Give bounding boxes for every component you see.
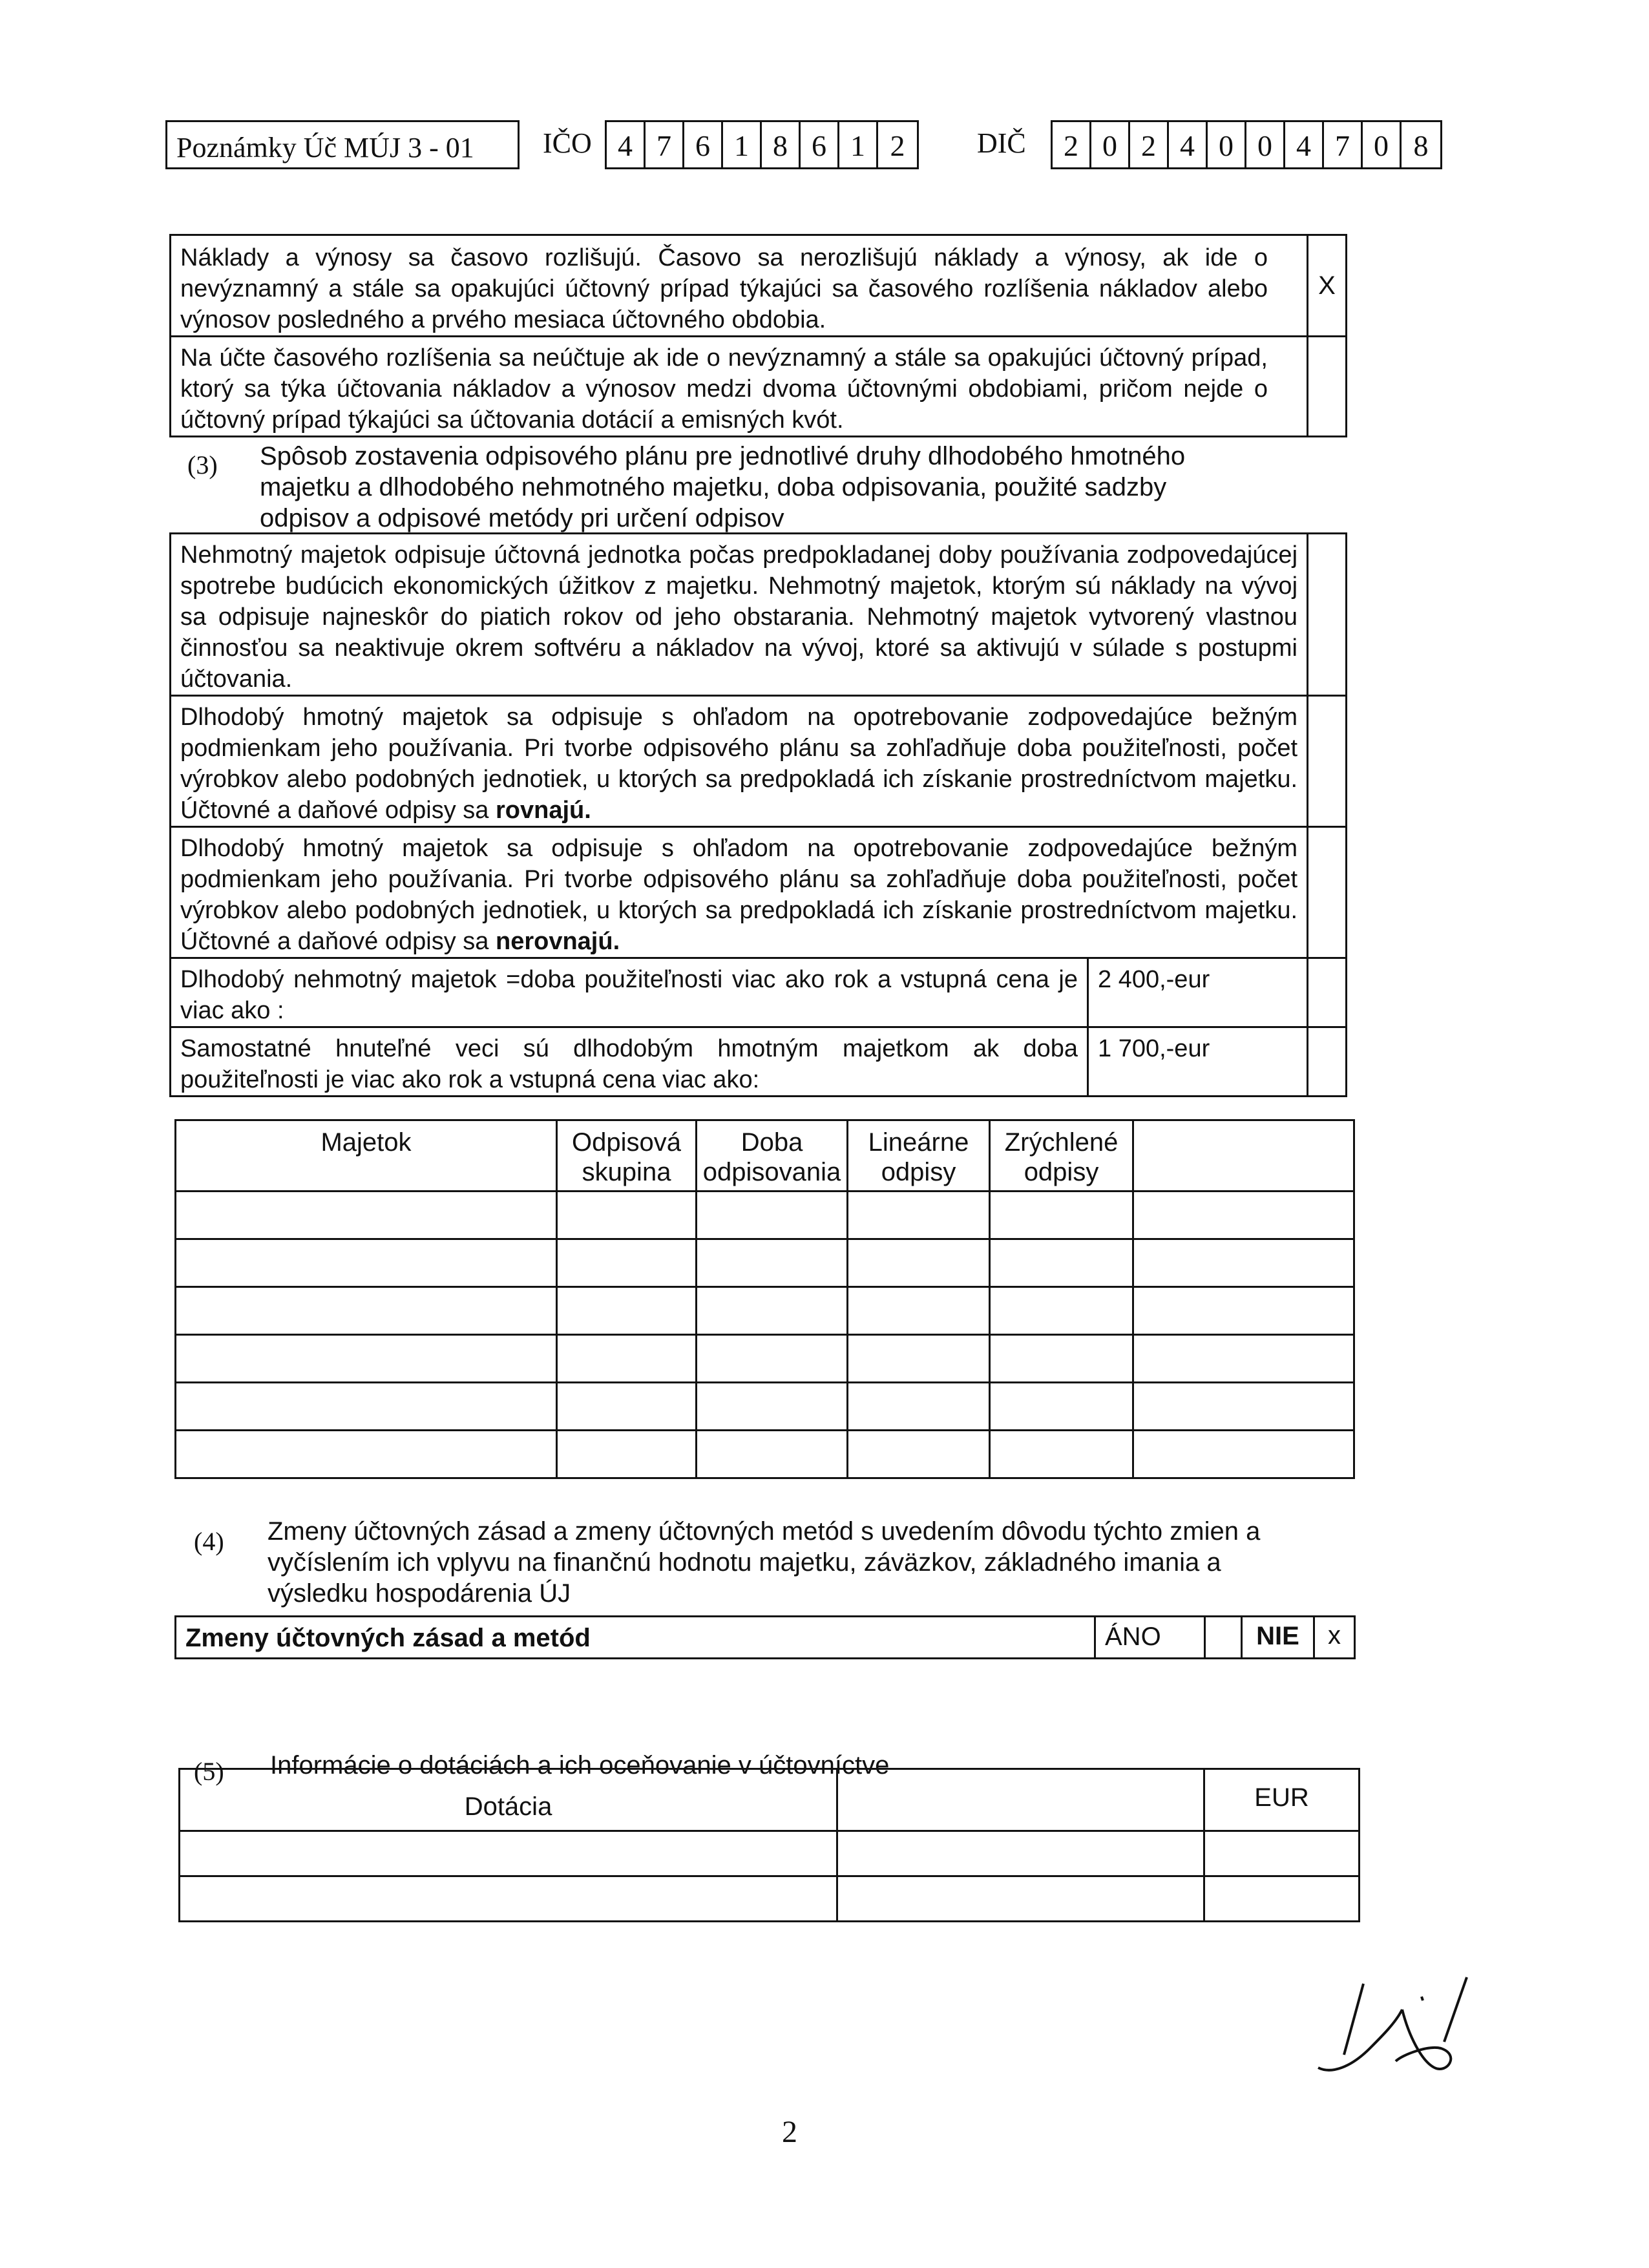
asset-cell[interactable] xyxy=(697,1192,848,1239)
subsidy-col-eur: EUR xyxy=(1204,1769,1360,1831)
nie-checkbox[interactable]: x xyxy=(1328,1621,1341,1650)
asset-cell[interactable] xyxy=(848,1383,990,1431)
ico-digit: 6 xyxy=(684,122,723,167)
dic-digit: 0 xyxy=(1208,122,1246,167)
asset-cell[interactable] xyxy=(697,1335,848,1383)
table-row xyxy=(176,1383,1354,1431)
dic-digit: 0 xyxy=(1246,122,1285,167)
subsidy-cell[interactable] xyxy=(1204,1831,1360,1876)
asset-col-doba-odpisovania: Doba odpisovania xyxy=(697,1120,848,1192)
ico-digit: 1 xyxy=(839,122,878,167)
asset-cell[interactable] xyxy=(1133,1287,1354,1335)
time-allocation-table xyxy=(169,234,1347,437)
table-row xyxy=(176,1431,1354,1478)
asset-cell[interactable] xyxy=(176,1383,557,1431)
limit-row-2-value: 1 700,-eur xyxy=(1088,1027,1308,1097)
limit-row-1-value: 2 400,-eur xyxy=(1088,958,1308,1027)
section-4-title: Zmeny účtovných zásad a zmeny účtovných metód s uvedením dôvodu týchto zmien a vyčíslením ich vplyvu na finančnú hodnotu majetku, záväzkov, základného imania a výsledku hospodárenia ÚJ xyxy=(268,1517,1261,1608)
dic-digit: 4 xyxy=(1169,122,1208,167)
asset-cell[interactable] xyxy=(990,1431,1133,1478)
asset-cell[interactable] xyxy=(557,1192,697,1239)
ico-digit: 8 xyxy=(762,122,801,167)
subsidy-cell[interactable] xyxy=(1204,1876,1360,1922)
ico-digit: 2 xyxy=(890,129,905,162)
ico-digit: 1 xyxy=(723,122,762,167)
asset-cell[interactable] xyxy=(1133,1431,1354,1478)
time-allocation-mark-2[interactable] xyxy=(1308,337,1347,437)
method-mark-3[interactable] xyxy=(1308,827,1347,958)
ico-label: IČO xyxy=(543,127,592,159)
depreciation-methods-table xyxy=(169,532,1347,1097)
time-allocation-row-2: Na účte časového rozlíšenia sa neúčtuje ak ide o nevýznamný a stále sa opakujúci účtovný prípad, ktorý sa týka účtovania nákladov a výnosov medzi dvoma účtovnými obdobiami, pričom nejde o účtovný prípad týkajúci sa účtovania dotácií a emisných kvót. xyxy=(171,337,1308,437)
time-allocation-mark-1[interactable]: X xyxy=(1308,235,1347,337)
asset-cell[interactable] xyxy=(990,1239,1133,1287)
ico-digit: 6 xyxy=(801,122,839,167)
asset-col-odpisova-skupina: Odpisová skupina xyxy=(557,1120,697,1192)
section-4-number: (4) xyxy=(194,1527,224,1556)
policy-changes-box xyxy=(174,1615,1356,1659)
subsidy-cell[interactable] xyxy=(837,1876,1204,1922)
subsidy-col-dotacia: Dotácia xyxy=(180,1769,837,1831)
page-number: 2 xyxy=(782,2115,797,2149)
section-3-title: Spôsob zostavenia odpisového plánu pre jednotlivé druhy dlhodobého hmotného majetku a dlhodobého nehmotného majetku, doba odpisovania, použité sadzby odpisov a odpisové metódy pri určení odpisov xyxy=(260,442,1186,532)
form-label: Poznámky Úč MÚJ 3 - 01 xyxy=(176,132,474,163)
limit-row-1-text: Dlhodobý nehmotný majetok =doba použiteľnosti viac ako rok a vstupná cena je viac ako : xyxy=(171,958,1088,1027)
asset-cell[interactable] xyxy=(697,1239,848,1287)
dic-digit: 0 xyxy=(1091,122,1130,167)
asset-cell[interactable] xyxy=(848,1192,990,1239)
method-mark-1[interactable] xyxy=(1308,534,1347,696)
subsidy-cell[interactable] xyxy=(180,1831,837,1876)
dic-digit-box xyxy=(1051,120,1442,169)
asset-cell[interactable] xyxy=(1133,1383,1354,1431)
policy-changes-label: Zmeny účtovných zásad a metód xyxy=(185,1624,591,1652)
subsidy-col-blank xyxy=(837,1769,1204,1831)
ico-digit: 7 xyxy=(646,122,684,167)
dic-digit: 2 xyxy=(1130,122,1169,167)
asset-cell[interactable] xyxy=(990,1287,1133,1335)
asset-cell[interactable] xyxy=(697,1383,848,1431)
method-mark-2[interactable] xyxy=(1308,696,1347,827)
asset-cell[interactable] xyxy=(848,1335,990,1383)
asset-cell[interactable] xyxy=(990,1335,1133,1383)
section-3-number: (3) xyxy=(187,450,218,479)
form-label-box xyxy=(165,120,520,169)
limit-row-2-text: Samostatné hnuteľné veci sú dlhodobým hmotným majetkom ak doba použiteľnosti je viac ako rok a vstupná cena viac ako: xyxy=(171,1027,1088,1097)
asset-cell[interactable] xyxy=(697,1431,848,1478)
asset-col-linearne-odpisy: Lineárne odpisy xyxy=(848,1120,990,1192)
method-row-3: Dlhodobý hmotný majetok sa odpisuje s ohľadom na opotrebovanie zodpovedajúce bežným podmienkam jeho používania. Pri tvorbe odpisového plánu sa zohľadňuje doba použiteľnosti, počet výrobkov alebo podobných jednotiek, u ktorých sa predpokladá ich získanie prostredníctvom majetku. Účtovné a daňové odpisy sa nerovnajú. xyxy=(171,827,1308,958)
asset-cell[interactable] xyxy=(1133,1239,1354,1287)
asset-cell[interactable] xyxy=(557,1383,697,1431)
asset-cell[interactable] xyxy=(848,1287,990,1335)
asset-cell[interactable] xyxy=(697,1287,848,1335)
dic-digit: 4 xyxy=(1285,122,1324,167)
asset-cell[interactable] xyxy=(557,1335,697,1383)
asset-cell[interactable] xyxy=(176,1239,557,1287)
ano-checkbox[interactable] xyxy=(1204,1615,1243,1659)
method-row-2: Dlhodobý hmotný majetok sa odpisuje s ohľadom na opotrebovanie zodpovedajúce bežným podmienkam jeho používania. Pri tvorbe odpisového plánu sa zohľadňuje doba použiteľnosti, počet výrobkov alebo podobných jednotiek, u ktorých sa predpokladá ich získanie prostredníctvom majetku. Účtovné a daňové odpisy sa rovnajú. xyxy=(171,696,1308,827)
asset-cell[interactable] xyxy=(176,1287,557,1335)
asset-cell[interactable] xyxy=(176,1192,557,1239)
asset-cell[interactable] xyxy=(557,1287,697,1335)
subsidy-cell[interactable] xyxy=(180,1876,837,1922)
asset-cell[interactable] xyxy=(990,1192,1133,1239)
table-row xyxy=(176,1287,1354,1335)
section-5-title: Informácie o dotáciách a ich oceňovanie v účtovníctve xyxy=(270,1751,890,1780)
asset-cell[interactable] xyxy=(848,1431,990,1478)
table-row xyxy=(176,1239,1354,1287)
table-row xyxy=(180,1876,1360,1922)
table-row xyxy=(176,1335,1354,1383)
asset-col-majetok: Majetok xyxy=(176,1120,557,1192)
nie-cell: NIE xyxy=(1243,1615,1315,1659)
method-row-1: Nehmotný majetok odpisuje účtovná jednotka počas predpokladanej doby používania zodpovedajúcej spotrebe budúcich ekonomických úžitkov z majetku. Nehmotný majetok, ktorým sú náklady na vývoj sa odpisuje najneskôr do piatich rokov od jeho obstarania. Nehmotný majetok vytvorený vlastnou činnosťou sa neaktivuje okrem softvéru a nákladov na vývoj, ktoré sa aktivujú v súlade s postupmi účtovania. xyxy=(171,534,1308,696)
asset-cell[interactable] xyxy=(557,1431,697,1478)
limit-mark-2[interactable] xyxy=(1308,1027,1347,1097)
limit-mark-1[interactable] xyxy=(1308,958,1347,1027)
asset-cell[interactable] xyxy=(176,1431,557,1478)
asset-col-zrychlene-odpisy: Zrýchlené odpisy xyxy=(990,1120,1133,1192)
table-row xyxy=(180,1831,1360,1876)
asset-cell[interactable] xyxy=(176,1335,557,1383)
subsidy-cell[interactable] xyxy=(837,1831,1204,1876)
asset-col-extra xyxy=(1133,1120,1354,1192)
dic-digit: 0 xyxy=(1363,122,1402,167)
dic-label: DIČ xyxy=(977,127,1026,159)
ano-cell: ÁNO xyxy=(1094,1615,1204,1659)
asset-cell[interactable] xyxy=(1133,1335,1354,1383)
signature xyxy=(1305,1971,1486,2100)
section-5-number: (5) xyxy=(194,1757,224,1786)
asset-cell[interactable] xyxy=(848,1239,990,1287)
time-allocation-row-1: Náklady a výnosy sa časovo rozlišujú. Časovo sa nerozlišujú náklady a výnosy, ak ide o nevýznamný a stále sa opakujúci účtovný prípad týkajúci sa časového rozlíšenia nákladov alebo výnosov posledného a prvého mesiaca účtovného obdobia. xyxy=(171,235,1308,337)
table-row xyxy=(176,1192,1354,1239)
asset-cell[interactable] xyxy=(557,1239,697,1287)
subsidies-table xyxy=(178,1768,1360,1922)
dic-digit: 8 xyxy=(1413,129,1429,162)
ico-digit: 4 xyxy=(607,122,646,167)
dic-digit: 7 xyxy=(1324,122,1363,167)
asset-cell[interactable] xyxy=(1133,1192,1354,1239)
asset-cell[interactable] xyxy=(990,1383,1133,1431)
dic-digit: 2 xyxy=(1053,122,1091,167)
asset-depreciation-table xyxy=(174,1119,1355,1479)
ico-digit-box xyxy=(605,120,919,169)
